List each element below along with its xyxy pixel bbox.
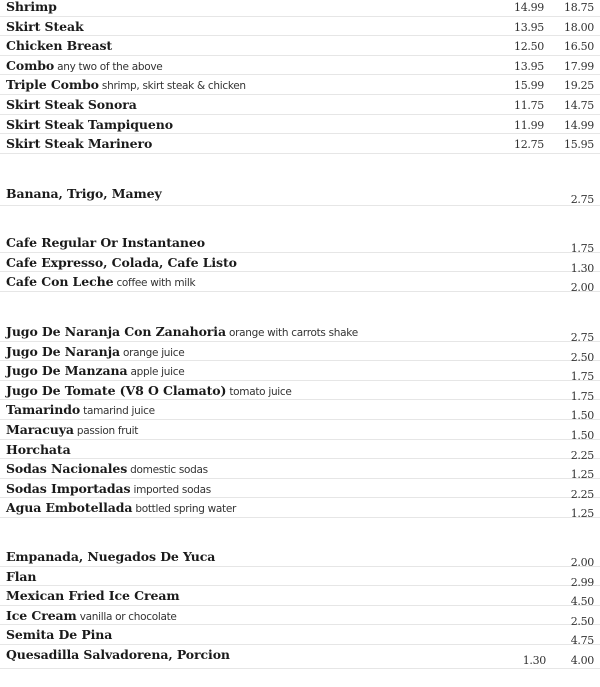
- item-price: 2.25: [570, 448, 594, 462]
- item-price-small: 13.95: [514, 20, 544, 34]
- item-price: 1.50: [570, 428, 594, 442]
- menu-item: [0, 479, 600, 499]
- menu-item: [0, 381, 600, 401]
- section-shakes: [0, 184, 600, 206]
- item-price: 1.30: [570, 261, 594, 275]
- menu-item: [0, 253, 600, 273]
- menu-item: [0, 400, 600, 423]
- menu-item: [0, 586, 600, 609]
- item-price: 2.50: [570, 350, 594, 364]
- item-name: Empanada, Nuegados De Yuca: [6, 549, 216, 564]
- item-price-large: 15.95: [564, 138, 594, 152]
- item-name: Jugo De Naranja orange juice: [6, 343, 185, 359]
- item-name: Shrimp: [6, 0, 57, 14]
- item-name: Skirt Steak Tampiqueno: [6, 116, 173, 132]
- item-name: Jugo De Manzana apple juice: [6, 363, 185, 379]
- item-name: Horchata: [6, 441, 71, 457]
- menu-item: [0, 645, 600, 669]
- item-price-large: 14.75: [564, 98, 594, 112]
- item-name: Flan: [6, 568, 37, 584]
- item-price-large: 18.00: [564, 20, 594, 34]
- menu-item: [0, 95, 600, 115]
- item-price-small: 12.75: [514, 138, 544, 152]
- item-name: Agua Embotellada bottled spring water: [6, 500, 237, 516]
- item-name: Cafe Con Leche coffee with milk: [6, 274, 196, 290]
- item-price-small: 1.30: [522, 653, 546, 667]
- menu-item: [0, 233, 600, 253]
- item-name: Tamarindo tamarind juice: [6, 402, 155, 418]
- item-name: Combo any two of the above: [6, 57, 163, 73]
- menu-item: [0, 36, 600, 56]
- section-desserts: [0, 547, 600, 669]
- item-name: Skirt Steak Marinero: [6, 136, 153, 152]
- item-name: Semita De Pina: [6, 627, 113, 643]
- item-price-small: 11.99: [514, 118, 544, 132]
- menu-item: [0, 17, 600, 37]
- menu-item: [0, 606, 600, 626]
- item-price: 1.75: [570, 242, 594, 255]
- item-name: Quesadilla Salvadorena, Porcion: [6, 646, 230, 662]
- item-name: Sodas Importadas imported sodas: [6, 480, 211, 496]
- item-price: 1.75: [570, 370, 594, 384]
- item-price-large: 17.99: [564, 59, 594, 73]
- menu-item: [0, 56, 600, 76]
- item-price: 1.50: [570, 409, 594, 423]
- item-price-small: 14.99: [514, 1, 544, 14]
- item-price-large: 18.75: [564, 1, 594, 14]
- menu-item: [0, 0, 600, 17]
- item-price: 2.75: [570, 331, 594, 344]
- item-price-small: 11.75: [514, 98, 544, 112]
- item-name: Maracuya passion fruit: [6, 421, 139, 437]
- item-name: Ice Cream vanilla or chocolate: [6, 607, 177, 623]
- item-price-small: 12.50: [514, 40, 544, 54]
- menu-item: [0, 134, 600, 154]
- item-name: Chicken Breast: [6, 38, 113, 54]
- item-price: 1.25: [570, 507, 594, 521]
- item-price: 2.75: [570, 193, 594, 206]
- menu-item: [0, 115, 600, 135]
- item-name: Sodas Nacionales domestic sodas: [6, 461, 208, 477]
- item-price: 4.50: [570, 595, 594, 609]
- menu-item: [0, 322, 600, 342]
- section-coffee: [0, 233, 600, 295]
- section-entrees: [0, 0, 600, 154]
- item-name: Jugo De Naranja Con Zanahoria orange with carrots shake: [6, 324, 358, 339]
- item-price-small: 15.99: [514, 79, 544, 93]
- menu-item: [0, 625, 600, 648]
- section-juices: [0, 322, 600, 521]
- menu-item: [0, 440, 600, 460]
- menu-item: [0, 184, 600, 206]
- item-name: Skirt Steak Sonora: [6, 96, 137, 112]
- item-price: 2.00: [570, 281, 594, 295]
- item-name: Cafe Regular Or Instantaneo: [6, 235, 205, 250]
- menu-item: [0, 498, 600, 521]
- menu-item: [0, 361, 600, 384]
- item-price-small: 13.95: [514, 59, 544, 73]
- item-price-large: 16.50: [564, 40, 594, 54]
- menu-item: [0, 547, 600, 567]
- menu-item: [0, 272, 600, 295]
- item-name: Skirt Steak: [6, 18, 84, 34]
- item-name: Banana, Trigo, Mamey: [6, 186, 162, 201]
- item-name: Triple Combo shrimp, skirt steak & chicken: [6, 77, 246, 93]
- item-price: 1.25: [570, 468, 594, 482]
- item-name: Mexican Fried Ice Cream: [6, 588, 180, 604]
- menu-item: [0, 75, 600, 95]
- item-price-large: 19.25: [564, 79, 594, 93]
- menu-item: [0, 420, 600, 440]
- item-price: 2.99: [570, 575, 594, 589]
- item-name: Cafe Expresso, Colada, Cafe Listo: [6, 254, 237, 270]
- item-price: 4.00: [570, 653, 594, 667]
- item-price-large: 14.99: [564, 118, 594, 132]
- menu-item: [0, 342, 600, 362]
- item-price: 2.25: [570, 487, 594, 501]
- menu-item: [0, 459, 600, 482]
- item-price: 1.75: [570, 389, 594, 403]
- item-name: Jugo De Tomate (V8 O Clamato) tomato juice: [6, 382, 292, 398]
- item-price: 2.00: [570, 556, 594, 569]
- item-price: 2.50: [570, 614, 594, 628]
- menu-item: [0, 567, 600, 587]
- item-price: 4.75: [570, 634, 594, 648]
